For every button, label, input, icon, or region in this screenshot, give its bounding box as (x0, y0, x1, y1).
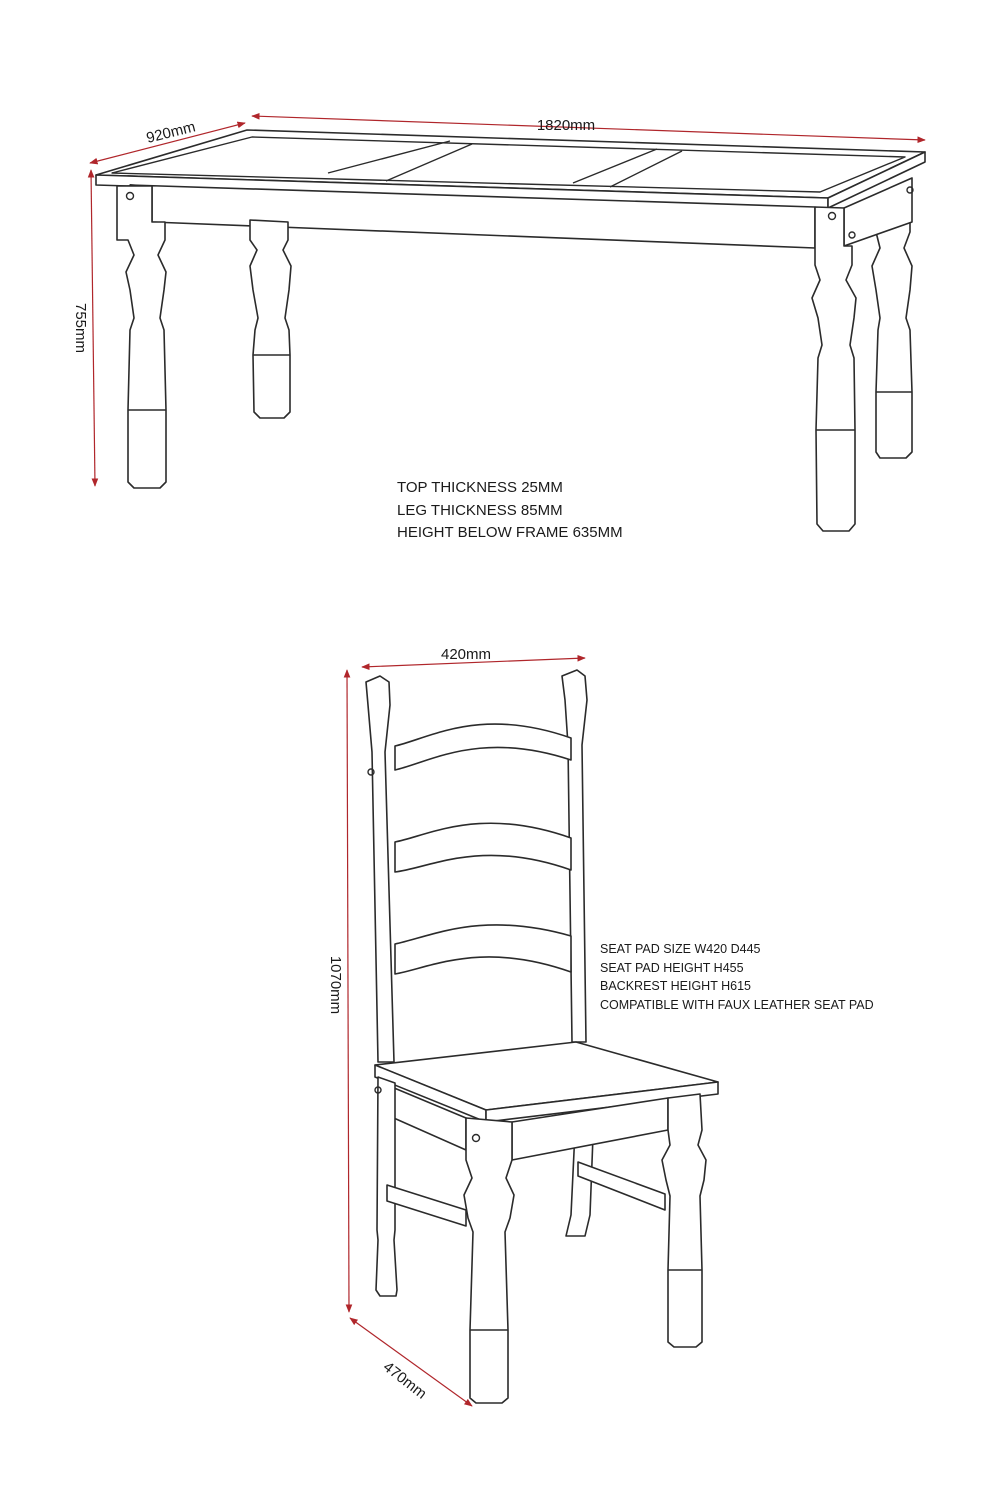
chair-backrest-slat-1 (395, 724, 571, 770)
chair-drawing (366, 670, 718, 1403)
chair-note: SEAT PAD HEIGHT H455 (600, 960, 744, 975)
chair-depth-label: 470mm (379, 1358, 430, 1403)
chair-leg-front-right (662, 1094, 706, 1347)
table-drawing (96, 130, 925, 531)
chair-backrest-slat-3 (395, 925, 571, 974)
table-specification-notes (397, 477, 623, 545)
table-depth-label: 920mm (144, 118, 198, 147)
chair-height-label: 1070mm (327, 955, 344, 1015)
table-note: LEG THICKNESS 85MM (397, 501, 563, 519)
table-leg-front-left (117, 186, 166, 488)
chair-specification-notes (600, 940, 874, 1014)
table-height-label: 755mm (72, 302, 89, 354)
table-note: HEIGHT BELOW FRAME 635MM (397, 524, 623, 541)
chair-dimension-lines (327, 646, 585, 1406)
chair-width-label: 420mm (440, 646, 492, 663)
table-leg-front-right (812, 207, 856, 531)
chair-note: BACKREST HEIGHT H615 (600, 979, 751, 993)
table-note: TOP THICKNESS 25MM (397, 479, 563, 496)
chair-back-post-left (366, 676, 394, 1062)
chair-leg-front-left (464, 1118, 514, 1403)
table-length-label: 1820mm (536, 117, 596, 134)
chair-height-dimension (347, 670, 349, 1312)
table-leg-back-left (250, 220, 291, 418)
chair-backrest-slat-2 (395, 823, 571, 872)
chair-note: SEAT PAD SIZE W420 D445 (600, 942, 761, 956)
chair-note: COMPATIBLE WITH FAUX LEATHER SEAT PAD (600, 997, 874, 1012)
table-height-dimension (91, 170, 95, 486)
